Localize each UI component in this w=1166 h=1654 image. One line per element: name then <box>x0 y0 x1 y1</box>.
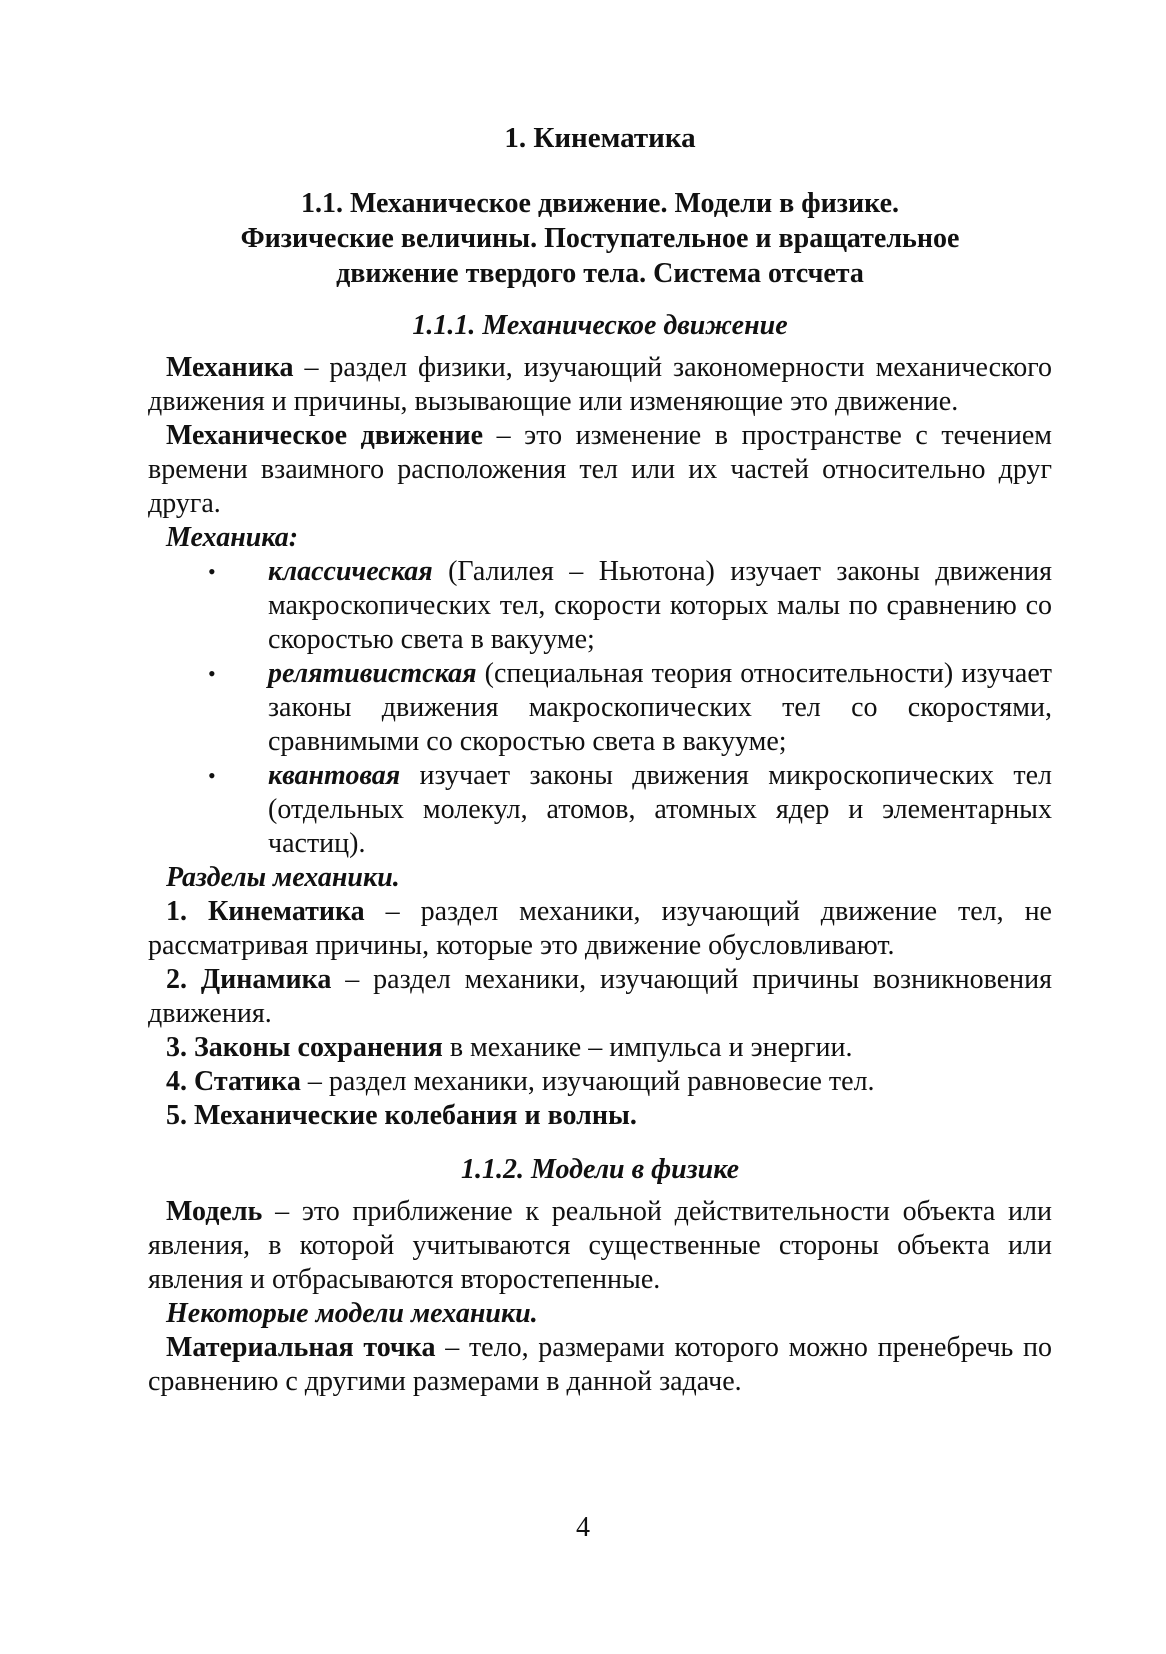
paragraph-model-definition <box>148 1195 1052 1297</box>
bullet-icon: • <box>208 763 216 788</box>
section-number: 5. <box>166 1100 187 1131</box>
section-number: 2. <box>166 964 187 995</box>
definition-text: – раздел физики, изучающий закономерности механического движения и причины, вызывающие или изменяющие это движение. <box>148 352 1052 417</box>
bullet-icon: • <box>208 661 216 686</box>
term-conservation-laws: Законы сохранения <box>194 1032 443 1063</box>
term-quantum: квантовая <box>268 760 401 791</box>
bullet-icon: • <box>208 559 216 584</box>
section-item-text: в механике – импульса и энергии. <box>442 1032 853 1063</box>
list-item-text: (специальная теория относительности) изучает законы движения макроскопических тел со скоростями, сравнимыми со скоростью света в вакууме; <box>268 658 1052 757</box>
mechanics-sections-lead: Разделы механики. <box>166 862 400 893</box>
term-relativistic: релятивистская <box>268 658 477 689</box>
section-item-statics <box>148 1065 1052 1099</box>
term-classical: классическая <box>268 556 433 587</box>
term-mechanical-motion: Механическое движение <box>166 420 484 451</box>
list-item-text: (Галилея – Ньютона) изучает законы движения макроскопических тел, скорости которых малы по сравнению со скоростью света в вакууме; <box>268 556 1052 655</box>
term-model: Модель <box>166 1196 263 1227</box>
chapter-title: 1. Кинематика <box>504 122 696 154</box>
term-mechanics: Механика <box>166 352 294 383</box>
paragraph-mechanical-motion-definition <box>148 419 1052 521</box>
term-kinematics: Кинематика <box>207 896 365 927</box>
section-title <box>148 186 1052 291</box>
list-item-quantum <box>208 759 1052 861</box>
section-title-line-2: Физические величины. Поступательное и вращательное <box>240 223 960 254</box>
section-item-conservation-laws <box>148 1031 1052 1065</box>
mechanics-types-list <box>148 555 1052 861</box>
definition-text: – тело, размерами которого можно пренебречь по сравнению с другими размерами в данной задаче. <box>148 1332 1052 1397</box>
section-item-text: – раздел механики, изучающий движение тел, не рассматривая причины, которые это движение обусловливают. <box>148 896 1052 961</box>
section-item-dynamics <box>148 963 1052 1031</box>
paragraph-material-point-definition <box>148 1331 1052 1399</box>
page-number: 4 <box>576 1512 590 1543</box>
document-page <box>148 112 1052 1399</box>
section-number: 3. <box>166 1032 187 1063</box>
section-number: 4. <box>166 1066 187 1097</box>
term-oscillations-waves: Механические колебания и волны. <box>194 1100 637 1131</box>
subsection-title-models: 1.1.2. Модели в физике <box>460 1154 740 1185</box>
section-item-oscillations-waves <box>148 1099 1052 1133</box>
subsection-title-mechanical-motion: 1.1.1. Механическое движение <box>412 310 788 341</box>
mechanics-types-lead: Механика: <box>166 522 299 553</box>
section-item-text: – раздел механики, изучающий причины возникновения движения. <box>148 964 1053 1029</box>
term-statics: Статика <box>194 1066 301 1097</box>
list-item-text: изучает законы движения микроскопических тел (отдельных молекул, атомов, атомных ядер и элементарных частиц). <box>268 760 1052 859</box>
models-lead: Некоторые модели механики. <box>166 1298 538 1329</box>
section-item-text: – раздел механики, изучающий равновесие тел. <box>300 1066 875 1097</box>
section-title-line-3: движение твердого тела. Система отсчета <box>336 258 864 289</box>
term-material-point: Материальная точка <box>166 1332 436 1363</box>
list-item-relativistic <box>208 657 1052 759</box>
section-title-line-1: 1.1. Механическое движение. Модели в физике. <box>300 188 900 219</box>
list-item-classical <box>208 555 1052 657</box>
section-number: 1. <box>166 896 187 927</box>
paragraph-mechanics-definition <box>148 351 1052 419</box>
section-item-kinematics <box>148 895 1052 963</box>
definition-text: – это изменение в пространстве с течением времени взаимного расположения тел или их частей относительно друг друга. <box>148 420 1052 519</box>
term-dynamics: Динамика <box>200 964 332 995</box>
definition-text: – это приближение к реальной действительности объекта или явления, в которой учитываются существенные стороны объекта или явления и отбрасываются второстепенные. <box>148 1196 1052 1295</box>
